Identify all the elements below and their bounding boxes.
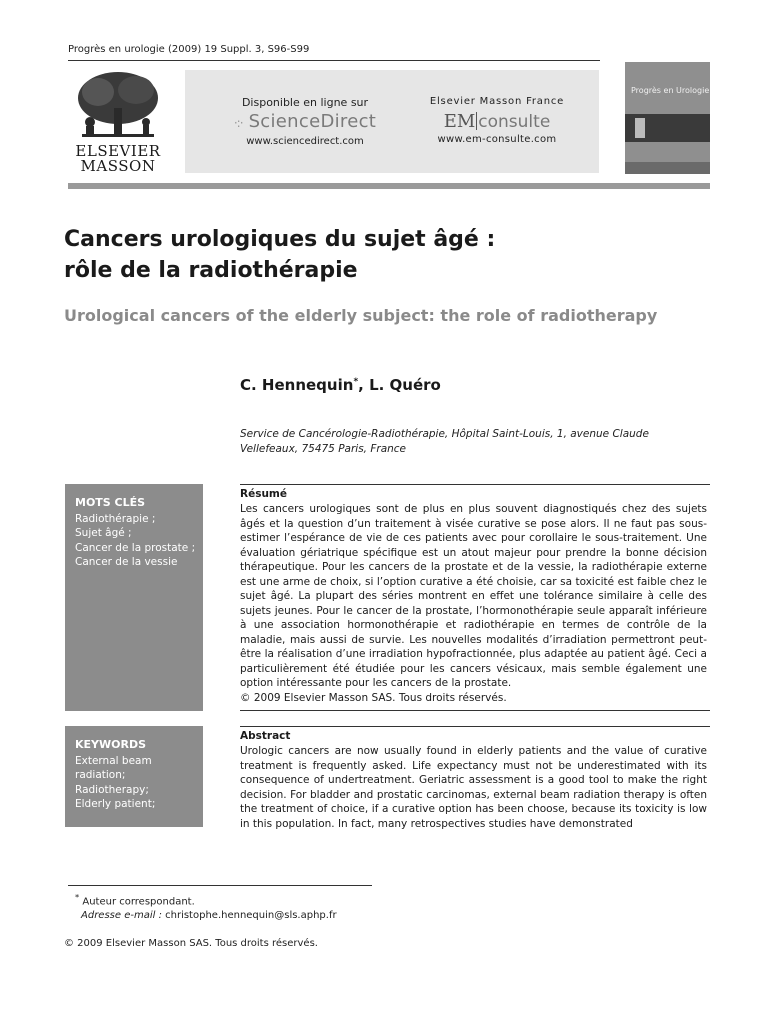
footnote [75,890,337,923]
header-gray-bar [68,183,710,189]
resume-top-rule [240,484,710,485]
keyword-item: Sujet âgé ; [75,527,132,539]
em-logo-left: EM [443,111,476,132]
journal-cover-thumbnail [625,62,710,174]
keyword-item: Radiotherapy; [75,783,149,796]
cover-title: Progrès en Urologie [631,86,710,95]
keywords-en-box [65,726,203,827]
article-subtitle: Urological cancers of the elderly subject: the role of radiotherapy [64,306,658,325]
resume-section [240,502,707,705]
footnote-mark: * [75,892,80,902]
publisher-name-line1: ELSEVIER [75,142,161,160]
em-publisher-label: Elsevier Masson France [429,96,565,107]
footnote-rule [68,885,372,886]
publisher-logo [68,68,168,180]
title-line-1: Cancers urologiques du sujet âgé : [64,227,496,252]
author-email-link[interactable]: christophe.hennequin@sls.aphp.fr [165,910,337,922]
keyword-item: Cancer de la vessie [75,556,178,568]
footnote-text: Auteur correspondant. [82,896,195,908]
keyword-item: Elderly patient; [75,798,156,810]
journal-citation: Progrès en urologie (2009) 19 Suppl. 3, S96-S99 [68,44,310,55]
page-copyright: © 2009 Elsevier Masson SAS. Tous droits réservés. [64,938,318,949]
publisher-name-line2: MASSON [80,157,156,175]
tree-logo-icon [68,68,168,142]
emconsulte-logo [417,111,577,132]
emconsulte-block [417,96,577,145]
resume-bottom-rule [240,710,710,711]
header-rule [68,60,600,61]
cover-image-icon [635,118,645,138]
sciencedirect-logo [225,111,385,132]
article-title [64,224,624,286]
resume-copyright: © 2009 Elsevier Masson SAS. Tous droits réservés. [240,691,507,704]
abstract-body: Urologic cancers are now usually found in elderly patients and the value of curative treatment is frequently asked. Life expectancy must not be underestimated with its consequence of undertreatment. Geriatric assessment is a good tool to make the right decision. For bladder and prostatic carcinomas, external beam radiation therapy is often the treatment of choice, if a curative option has been choose, because its toxicity is low in this population. In fact, many retrospectives studies have demonstrated [240,745,707,830]
resume-heading: Résumé [240,488,287,500]
sciencedirect-dots-icon: ·:· [233,116,243,130]
resume-body: Les cancers urologiques sont de plus en plus souvent diagnostiqués chez des sujets âgés et la question d’un traitement à visée curative se pose alors. Il ne faut pas sous-estimer l’espérance de vie de ces patients avec pour corollaire le sous-traitement. Une évaluation gériatrique spécifique est un atout majeur pour prendre la bonne décision thérapeutique. Pour les cancers de la prostate et de la vessie, la radiothérapie externe est une arme de choix, si l’option curative a été choisie, car sa toxicité est faible chez le sujet âgé. La plupart des séries montrent en effet une tolérance similaire à celle des sujets jeunes. Pour le cancer de la prostate, l’hormonothérapie seule apparaît inférieure à une association hormonothérapie et radiothérapie en termes de contrôle de la maladie, mais aussi de survie. Les nouvelles modalités d’irradiation permettront peut-être la réalisation d’une irradiation hypofractionnée, plus adaptée au patient âgé. Ceci a particulièrement été étudiée pour les cancers vésicaux, mais semble également une option intéressante pour les cancers de la prostate. [240,503,707,689]
keywords-en-heading: KEYWORDS [75,738,147,751]
abstract-top-rule [240,726,710,727]
access-banner [185,70,599,173]
author-2: , L. Quéro [358,376,441,394]
sciencedirect-block [225,96,385,147]
sciencedirect-url[interactable]: www.sciencedirect.com [246,136,364,147]
keywords-fr-box [65,484,203,711]
available-online-label: Disponible en ligne sur [241,96,369,109]
corresponding-author-mark[interactable]: * [353,377,359,387]
sciencedirect-logo-text: ScienceDirect [248,111,377,132]
title-line-2: rôle de la radiothérapie [64,258,358,283]
abstract-heading: Abstract [240,730,291,742]
keyword-item: Radiothérapie ; [75,512,156,525]
author-list [240,376,441,394]
email-label: Adresse e-mail : [81,910,162,922]
em-logo-right: consulte [478,112,551,132]
emconsulte-url[interactable]: www.em-consulte.com [437,134,557,145]
affiliation: Service de Cancérologie-Radiothérapie, Hôpital Saint-Louis, 1, avenue Claude Vellefeaux, 75475 Paris, France [240,428,649,455]
author-1: C. Hennequin [240,376,354,394]
keywords-fr-heading: MOTS CLÉS [75,496,146,509]
keyword-item: External beam radiation; [75,754,152,781]
keyword-item: Cancer de la prostate ; [75,541,196,554]
